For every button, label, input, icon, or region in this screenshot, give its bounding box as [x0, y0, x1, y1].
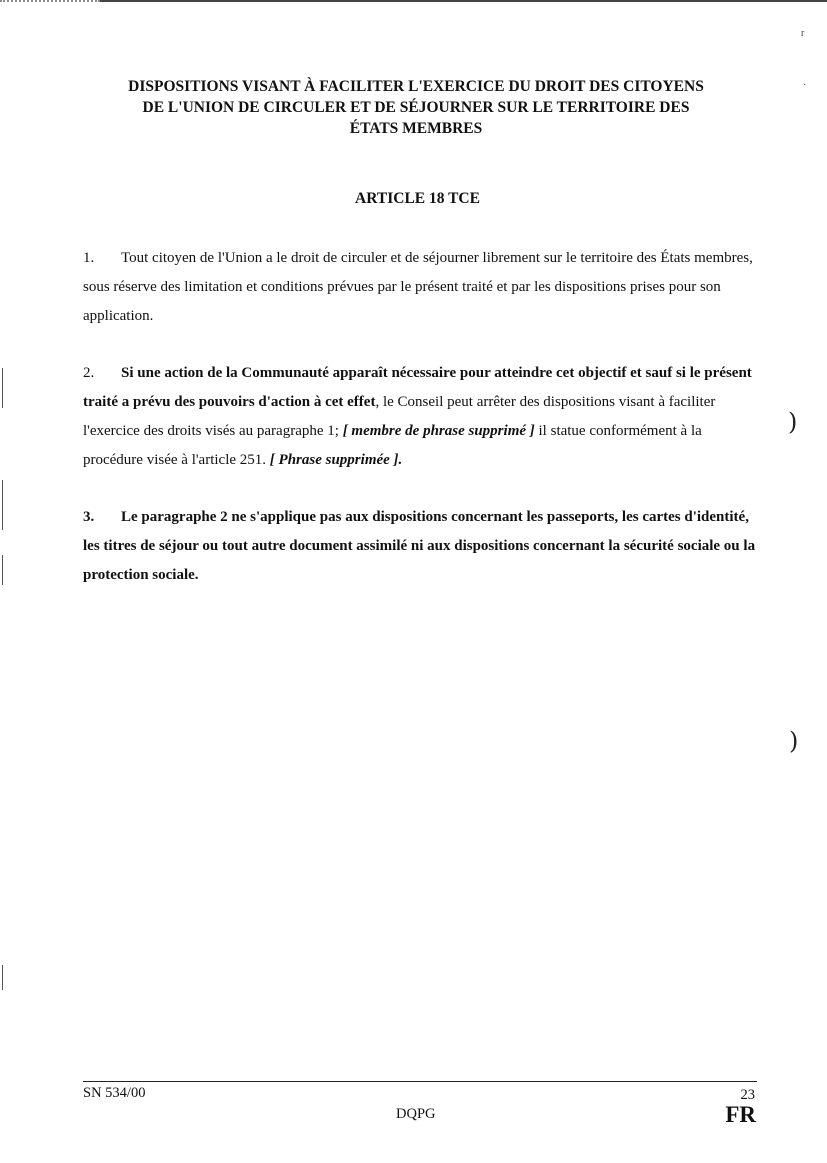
document-title-line: ÉTATS MEMBRES — [349, 120, 483, 137]
scan-left-mark — [2, 965, 3, 990]
document-title-line: DISPOSITIONS VISANT À FACILITER L'EXERCICE DU DROIT DES CITOYENS — [128, 78, 704, 95]
footer-rule — [83, 1081, 757, 1082]
footer-page-number: 23 — [740, 1087, 755, 1103]
paragraph-number: 2. — [83, 365, 95, 381]
scan-speck: r — [801, 28, 805, 39]
margin-bracket-mark: ) — [789, 727, 799, 755]
article-heading: ARTICLE 18 TCE — [355, 190, 480, 207]
paragraph-2 — [83, 359, 763, 475]
document-title — [60, 76, 772, 139]
footer-document-reference: SN 534/00 — [83, 1085, 146, 1101]
paragraph-text: , le Conseil peut arrêter des dispositions visant à faciliter l'exercice des droits visés au paragraphe 1; — [83, 394, 716, 439]
scan-left-mark — [2, 368, 3, 408]
paragraph-number: 3. — [83, 509, 95, 525]
paragraph-number: 1. — [83, 250, 95, 266]
deletion-marker: [ Phrase supprimée ]. — [269, 452, 403, 468]
document-title-line: DE L'UNION DE CIRCULER ET DE SÉJOURNER SUR LE TERRITOIRE DES — [142, 99, 690, 116]
scan-speck: · — [803, 80, 807, 91]
paragraph-1 — [83, 244, 763, 331]
margin-bracket-mark: ) — [788, 408, 798, 436]
paragraph-text: il statue conformément à la procédure visée à l'article 251. — [83, 423, 702, 468]
scan-left-mark — [2, 480, 3, 530]
paragraph-text: Tout citoyen de l'Union a le droit de circuler et de séjourner librement sur le territoire des États membres, sous réserve des limitation et conditions prévues par le présent traité et par les dispositions prises pour son application. — [83, 250, 753, 324]
paragraph-3 — [83, 503, 763, 590]
amended-bold-text: Si une action de la Communauté apparaît nécessaire pour atteindre cet objectif et sauf si le présent traité a prévu des pouvoirs d'action à cet effet — [83, 365, 752, 410]
paragraph-text: Le paragraphe 2 ne s'applique pas aux dispositions concernant les passeports, les cartes d'identité, les titres de séjour ou tout autre document assimilé ni aux dispositions concernant la sécurité sociale ou la protection sociale. — [83, 509, 756, 583]
footer-department-code: DQPG — [396, 1106, 436, 1122]
scan-left-mark — [2, 555, 3, 585]
scan-edge-dots — [0, 0, 100, 5]
scan-edge-line — [100, 0, 827, 2]
deletion-marker: [ membre de phrase supprimé ] — [342, 423, 535, 439]
footer-language-code: FR — [725, 1102, 756, 1127]
